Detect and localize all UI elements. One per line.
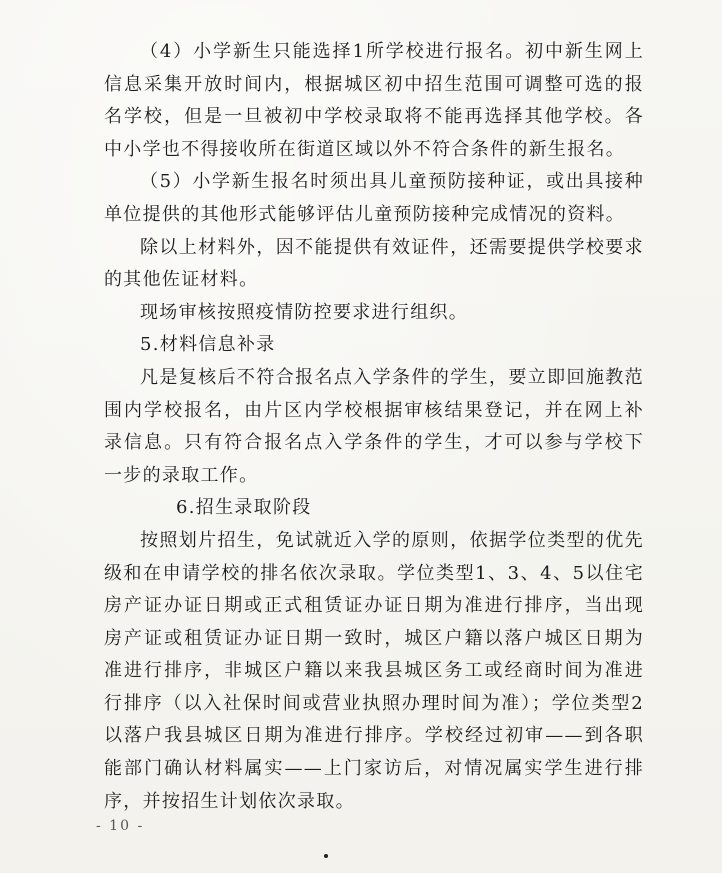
section-6-body: 按照划片招生，免试就近入学的原则，依据学位类型的优先级和在申请学校的排名依次录取。学位类型1、3、4、5以住宅房产证办证日期或正式租赁证办证日期为准进行排序，当出现房产证或租赁证办证日期一致时，城区户籍以落户城区日期为准进行排序，非城区户籍以来我县城区务工或经商时间为准进行排序（以入社保时间或营业执照办理时间为准）；学位类型2以落户我县城区日期为准进行排序。学校经过初审——到各职能部门确认材料属实——上门家访后，对情况属实学生进行排序，并按招生计划依次录取。 <box>104 529 644 812</box>
section-6-title: 招生录取阶段 <box>195 497 312 519</box>
paragraph-other-materials: 除以上材料外，因不能提供有效证件，还需要提供学校要求的其他佐证材料。 <box>104 236 644 291</box>
section-5-body: 凡是复核后不符合报名点入学条件的学生，要立即回施教范围内学校报名，由片区内学校根据审核结果登记，并在网上补录信息。只有符合报名点入学条件的学生，才可以参与学校下一步的录取工作。 <box>104 366 644 486</box>
paragraph-item-4: （4）小学新生只能选择1所学校进行报名。初中新生网上信息采集开放时间内，根据城区初中招生范围可调整可选的报名学校，但是一旦被初中学校录取将不能再选择其他学校。各中小学也不得接收所在街道区域以外不符合条件的新生报名。 <box>104 41 644 160</box>
scan-speck <box>324 854 328 858</box>
page-number: - 10 - <box>96 818 145 834</box>
section-6-heading <box>104 492 644 525</box>
section-6-number: 6. <box>176 497 196 519</box>
section-5-heading: 5.材料信息补录 <box>140 334 276 356</box>
paragraph-item-5: （5）小学新生报名时须出具儿童预防接种证，或出具接种单位提供的其他形式能够评估儿童预防接种完成情况的资料。 <box>104 171 644 225</box>
document-body <box>104 36 644 818</box>
paragraph-onsite-review: 现场审核按照疫情防控要求进行组织。 <box>140 301 469 323</box>
